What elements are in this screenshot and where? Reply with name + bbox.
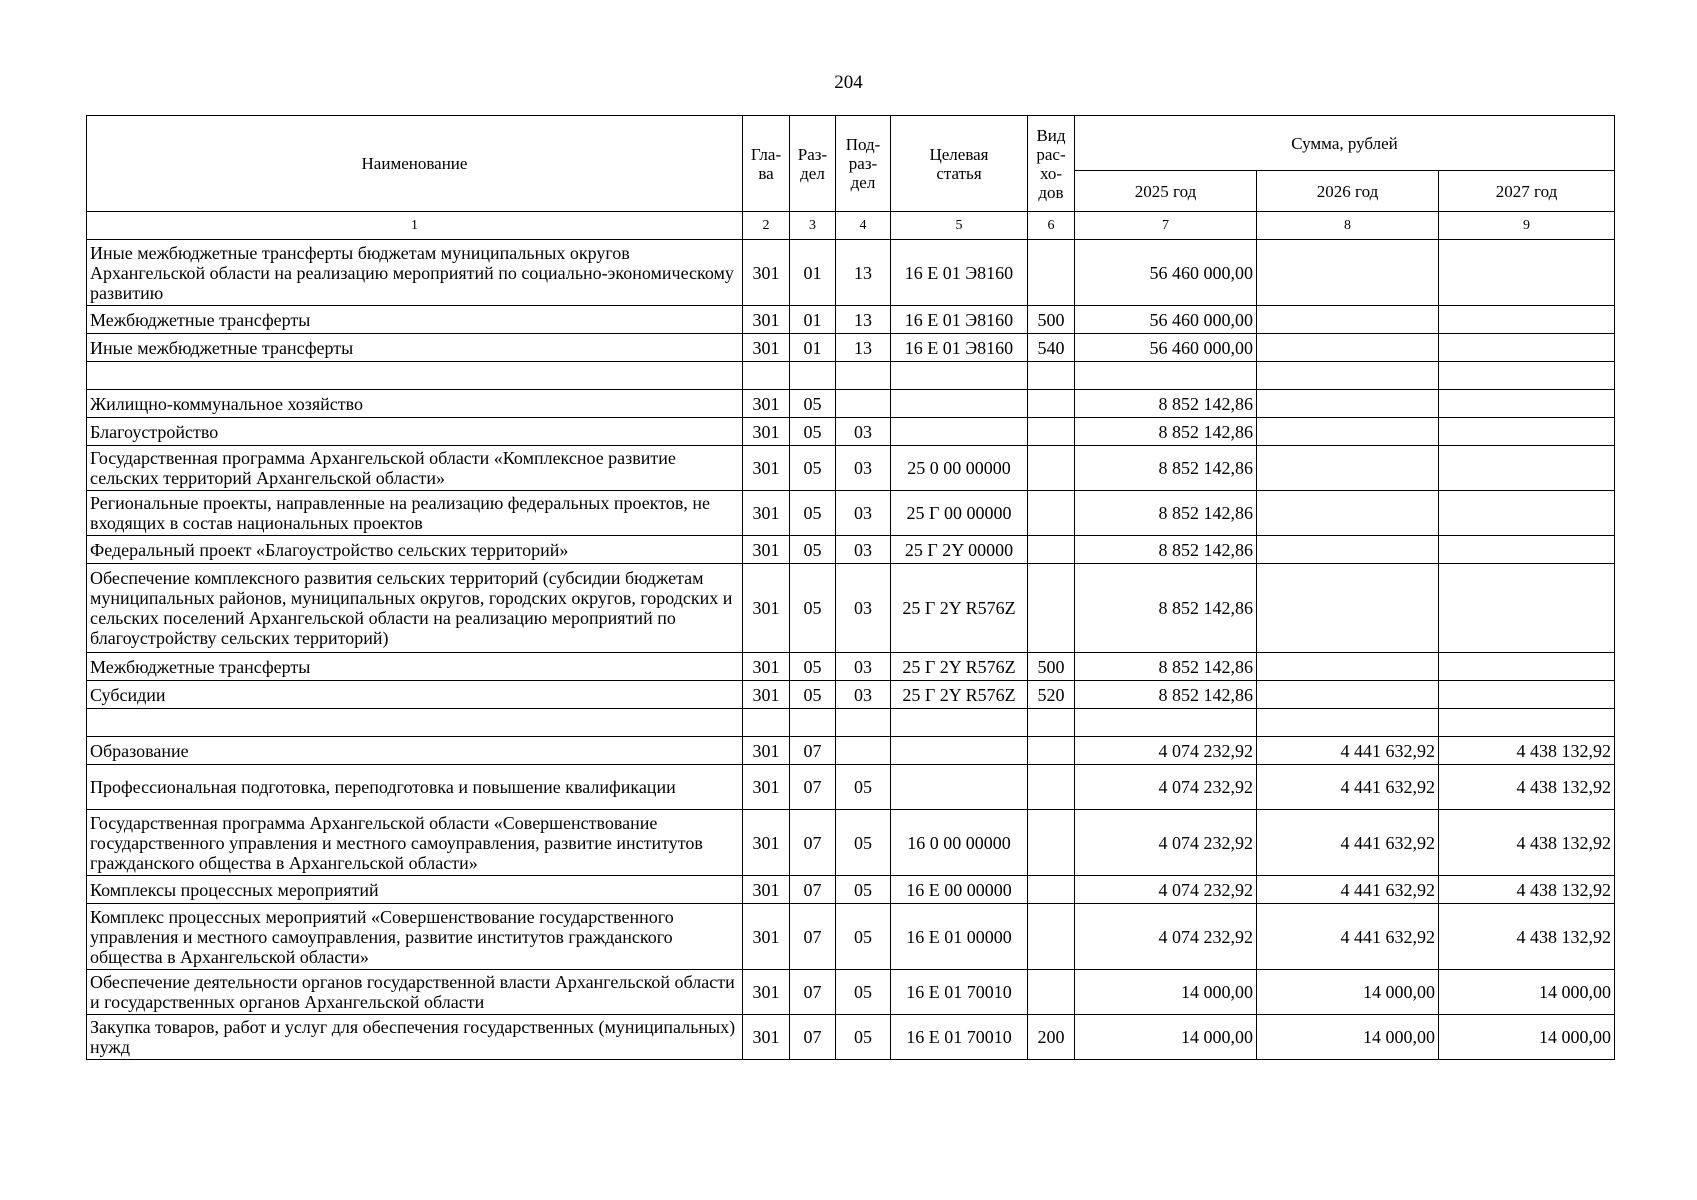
header-subsection: Под- раз- дел — [836, 116, 891, 212]
column-number: 4 — [836, 212, 891, 240]
row-amount-2027 — [1439, 362, 1615, 390]
row-name: Обеспечение комплексного развития сельских территорий (субсидии бюджетам муниципальных районов, муниципальных округов, городских округов, городских и сельских поселений Архангельской области на реализацию мероприятий по благоустройству сельских территорий) — [87, 564, 743, 653]
table-row — [87, 876, 1615, 904]
row-chapter: 301 — [743, 737, 790, 765]
row-section: 05 — [790, 564, 836, 653]
row-chapter: 301 — [743, 876, 790, 904]
row-amount-2026: 14 000,00 — [1257, 970, 1439, 1015]
row-section: 01 — [790, 240, 836, 306]
row-chapter: 301 — [743, 681, 790, 709]
row-expense-type: 540 — [1028, 334, 1075, 362]
row-expense-type: 500 — [1028, 653, 1075, 681]
row-amount-2027 — [1439, 681, 1615, 709]
row-amount-2025: 8 852 142,86 — [1075, 390, 1257, 418]
row-subsection: 03 — [836, 491, 891, 536]
row-amount-2025: 8 852 142,86 — [1075, 564, 1257, 653]
row-chapter: 301 — [743, 491, 790, 536]
row-target-article: 16 0 00 00000 — [891, 810, 1028, 876]
row-amount-2025: 4 074 232,92 — [1075, 810, 1257, 876]
row-name: Межбюджетные трансферты — [87, 306, 743, 334]
row-target-article: 16 Е 01 70010 — [891, 1015, 1028, 1060]
budget-table — [86, 115, 1615, 1060]
row-expense-type — [1028, 240, 1075, 306]
row-target-article: 25 Г 2Y R576Z — [891, 653, 1028, 681]
header-expense-type: Вид рас- хо- дов — [1028, 116, 1075, 212]
row-amount-2026: 4 441 632,92 — [1257, 765, 1439, 810]
row-expense-type — [1028, 904, 1075, 970]
row-name — [87, 362, 743, 390]
header-chapter: Гла- ва — [743, 116, 790, 212]
row-subsection: 03 — [836, 536, 891, 564]
table-row — [87, 810, 1615, 876]
row-section — [790, 709, 836, 737]
row-subsection: 03 — [836, 418, 891, 446]
row-amount-2027: 4 438 132,92 — [1439, 765, 1615, 810]
column-number: 1 — [87, 212, 743, 240]
row-chapter: 301 — [743, 564, 790, 653]
row-expense-type — [1028, 362, 1075, 390]
row-chapter: 301 — [743, 970, 790, 1015]
row-expense-type — [1028, 765, 1075, 810]
row-target-article: 16 Е 00 00000 — [891, 876, 1028, 904]
row-subsection — [836, 362, 891, 390]
row-section: 05 — [790, 536, 836, 564]
row-name: Государственная программа Архангельской области «Совершенствование государственного управления и местного самоуправления, развитие институтов гражданского общества в Архангельской области» — [87, 810, 743, 876]
row-amount-2026 — [1257, 390, 1439, 418]
table-body — [87, 240, 1615, 1060]
column-number: 2 — [743, 212, 790, 240]
row-section: 05 — [790, 446, 836, 491]
row-amount-2026 — [1257, 491, 1439, 536]
header-year-2027: 2027 год — [1439, 171, 1615, 212]
row-amount-2025: 8 852 142,86 — [1075, 653, 1257, 681]
row-target-article: 25 Г 2Y R576Z — [891, 564, 1028, 653]
header-section: Раз- дел — [790, 116, 836, 212]
header-sum: Сумма, рублей — [1075, 116, 1615, 171]
row-name: Комплексы процессных мероприятий — [87, 876, 743, 904]
row-chapter: 301 — [743, 240, 790, 306]
row-subsection: 13 — [836, 306, 891, 334]
row-section: 07 — [790, 876, 836, 904]
row-subsection: 05 — [836, 970, 891, 1015]
row-chapter: 301 — [743, 810, 790, 876]
row-expense-type: 500 — [1028, 306, 1075, 334]
row-name: Региональные проекты, направленные на реализацию федеральных проектов, не входящих в состав национальных проектов — [87, 491, 743, 536]
row-amount-2025: 56 460 000,00 — [1075, 334, 1257, 362]
row-name: Закупка товаров, работ и услуг для обеспечения государственных (муниципальных) нужд — [87, 1015, 743, 1060]
row-amount-2025: 4 074 232,92 — [1075, 737, 1257, 765]
row-target-article: 25 Г 2Y 00000 — [891, 536, 1028, 564]
row-name: Профессиональная подготовка, переподготовка и повышение квалификации — [87, 765, 743, 810]
row-subsection: 05 — [836, 876, 891, 904]
table-row-empty — [87, 709, 1615, 737]
row-amount-2025: 4 074 232,92 — [1075, 876, 1257, 904]
row-subsection: 03 — [836, 681, 891, 709]
row-name: Образование — [87, 737, 743, 765]
row-expense-type — [1028, 970, 1075, 1015]
row-section: 07 — [790, 737, 836, 765]
row-chapter — [743, 709, 790, 737]
row-expense-type — [1028, 446, 1075, 491]
row-amount-2027 — [1439, 653, 1615, 681]
row-amount-2027 — [1439, 709, 1615, 737]
row-subsection: 03 — [836, 653, 891, 681]
row-expense-type — [1028, 491, 1075, 536]
row-amount-2026 — [1257, 362, 1439, 390]
row-amount-2026 — [1257, 564, 1439, 653]
row-name: Обеспечение деятельности органов государственной власти Архангельской области и государственных органов Архангельской области — [87, 970, 743, 1015]
row-target-article: 16 Е 01 Э8160 — [891, 306, 1028, 334]
row-section — [790, 362, 836, 390]
row-subsection: 03 — [836, 564, 891, 653]
row-subsection: 03 — [836, 446, 891, 491]
row-expense-type — [1028, 390, 1075, 418]
table-row — [87, 904, 1615, 970]
row-section: 01 — [790, 306, 836, 334]
row-amount-2025: 14 000,00 — [1075, 970, 1257, 1015]
row-target-article: 25 Г 00 00000 — [891, 491, 1028, 536]
row-amount-2026 — [1257, 709, 1439, 737]
row-target-article — [891, 418, 1028, 446]
table-row — [87, 681, 1615, 709]
header-name: Наименование — [87, 116, 743, 212]
row-chapter: 301 — [743, 334, 790, 362]
row-expense-type: 520 — [1028, 681, 1075, 709]
row-amount-2027: 4 438 132,92 — [1439, 737, 1615, 765]
row-chapter: 301 — [743, 765, 790, 810]
row-expense-type — [1028, 709, 1075, 737]
row-amount-2025: 4 074 232,92 — [1075, 765, 1257, 810]
row-section: 01 — [790, 334, 836, 362]
row-target-article — [891, 390, 1028, 418]
row-name: Иные межбюджетные трансферты бюджетам муниципальных округов Архангельской области на реализацию мероприятий по социально-экономическому развитию — [87, 240, 743, 306]
column-numbers-row — [87, 212, 1615, 240]
row-name: Иные межбюджетные трансферты — [87, 334, 743, 362]
row-chapter: 301 — [743, 446, 790, 491]
row-amount-2026 — [1257, 681, 1439, 709]
row-section: 05 — [790, 681, 836, 709]
row-chapter: 301 — [743, 1015, 790, 1060]
row-target-article: 16 Е 01 Э8160 — [891, 334, 1028, 362]
row-name: Благоустройство — [87, 418, 743, 446]
column-number: 5 — [891, 212, 1028, 240]
table-header — [87, 116, 1615, 240]
row-chapter: 301 — [743, 418, 790, 446]
row-target-article: 25 0 00 00000 — [891, 446, 1028, 491]
row-subsection: 13 — [836, 240, 891, 306]
row-amount-2027 — [1439, 446, 1615, 491]
row-target-article: 16 Е 01 Э8160 — [891, 240, 1028, 306]
row-amount-2025: 8 852 142,86 — [1075, 446, 1257, 491]
row-section: 05 — [790, 390, 836, 418]
row-amount-2027: 4 438 132,92 — [1439, 876, 1615, 904]
row-subsection: 05 — [836, 810, 891, 876]
table-row — [87, 240, 1615, 306]
row-section: 07 — [790, 904, 836, 970]
row-target-article — [891, 709, 1028, 737]
row-expense-type — [1028, 810, 1075, 876]
row-amount-2025: 56 460 000,00 — [1075, 240, 1257, 306]
row-name: Субсидии — [87, 681, 743, 709]
row-subsection — [836, 709, 891, 737]
row-section: 07 — [790, 970, 836, 1015]
row-amount-2026 — [1257, 418, 1439, 446]
row-expense-type — [1028, 737, 1075, 765]
row-subsection: 13 — [836, 334, 891, 362]
row-target-article: 16 Е 01 00000 — [891, 904, 1028, 970]
row-amount-2026: 4 441 632,92 — [1257, 737, 1439, 765]
row-amount-2027 — [1439, 491, 1615, 536]
row-name: Межбюджетные трансферты — [87, 653, 743, 681]
table-row-empty — [87, 362, 1615, 390]
header-target-article: Целевая статья — [891, 116, 1028, 212]
row-amount-2026 — [1257, 446, 1439, 491]
row-amount-2026: 4 441 632,92 — [1257, 810, 1439, 876]
row-amount-2026: 4 441 632,92 — [1257, 904, 1439, 970]
table-row — [87, 446, 1615, 491]
row-amount-2025: 56 460 000,00 — [1075, 306, 1257, 334]
row-amount-2027 — [1439, 564, 1615, 653]
row-amount-2025 — [1075, 362, 1257, 390]
row-subsection: 05 — [836, 904, 891, 970]
column-number: 8 — [1257, 212, 1439, 240]
table-row — [87, 306, 1615, 334]
row-subsection: 05 — [836, 1015, 891, 1060]
header-year-2026: 2026 год — [1257, 171, 1439, 212]
page-number: 204 — [834, 72, 863, 93]
row-expense-type: 200 — [1028, 1015, 1075, 1060]
row-expense-type — [1028, 536, 1075, 564]
row-amount-2027 — [1439, 390, 1615, 418]
table-row — [87, 765, 1615, 810]
row-section: 05 — [790, 418, 836, 446]
row-section: 07 — [790, 765, 836, 810]
row-amount-2026 — [1257, 536, 1439, 564]
row-target-article: 16 Е 01 70010 — [891, 970, 1028, 1015]
row-amount-2027 — [1439, 334, 1615, 362]
row-chapter: 301 — [743, 536, 790, 564]
row-name: Жилищно-коммунальное хозяйство — [87, 390, 743, 418]
row-chapter: 301 — [743, 904, 790, 970]
column-number: 9 — [1439, 212, 1615, 240]
row-amount-2026 — [1257, 653, 1439, 681]
row-name: Государственная программа Архангельской области «Комплексное развитие сельских территорий Архангельской области» — [87, 446, 743, 491]
row-amount-2027: 14 000,00 — [1439, 1015, 1615, 1060]
row-name — [87, 709, 743, 737]
header-year-2025: 2025 год — [1075, 171, 1257, 212]
table-row — [87, 390, 1615, 418]
table-row — [87, 418, 1615, 446]
table-row — [87, 491, 1615, 536]
row-chapter: 301 — [743, 653, 790, 681]
table-row — [87, 564, 1615, 653]
row-amount-2027: 14 000,00 — [1439, 970, 1615, 1015]
row-amount-2025: 8 852 142,86 — [1075, 536, 1257, 564]
row-amount-2025: 8 852 142,86 — [1075, 418, 1257, 446]
row-subsection: 05 — [836, 765, 891, 810]
row-expense-type — [1028, 418, 1075, 446]
row-target-article: 25 Г 2Y R576Z — [891, 681, 1028, 709]
table-row — [87, 334, 1615, 362]
table-row — [87, 970, 1615, 1015]
row-amount-2025: 14 000,00 — [1075, 1015, 1257, 1060]
row-target-article — [891, 737, 1028, 765]
column-number: 7 — [1075, 212, 1257, 240]
row-section: 05 — [790, 491, 836, 536]
row-subsection — [836, 390, 891, 418]
row-amount-2027: 4 438 132,92 — [1439, 904, 1615, 970]
row-amount-2025: 4 074 232,92 — [1075, 904, 1257, 970]
column-number: 3 — [790, 212, 836, 240]
table-row — [87, 737, 1615, 765]
row-section: 05 — [790, 653, 836, 681]
row-chapter — [743, 362, 790, 390]
row-chapter: 301 — [743, 306, 790, 334]
row-name: Федеральный проект «Благоустройство сельских территорий» — [87, 536, 743, 564]
row-amount-2027 — [1439, 418, 1615, 446]
row-amount-2026 — [1257, 240, 1439, 306]
row-amount-2027 — [1439, 240, 1615, 306]
table-row — [87, 1015, 1615, 1060]
row-amount-2025: 8 852 142,86 — [1075, 681, 1257, 709]
row-subsection — [836, 737, 891, 765]
row-amount-2026: 4 441 632,92 — [1257, 876, 1439, 904]
row-chapter: 301 — [743, 390, 790, 418]
row-section: 07 — [790, 1015, 836, 1060]
row-amount-2026 — [1257, 306, 1439, 334]
row-expense-type — [1028, 876, 1075, 904]
row-target-article — [891, 765, 1028, 810]
column-number: 6 — [1028, 212, 1075, 240]
table-row — [87, 653, 1615, 681]
row-expense-type — [1028, 564, 1075, 653]
row-amount-2026 — [1257, 334, 1439, 362]
row-section: 07 — [790, 810, 836, 876]
row-amount-2025 — [1075, 709, 1257, 737]
row-target-article — [891, 362, 1028, 390]
row-amount-2025: 8 852 142,86 — [1075, 491, 1257, 536]
row-amount-2027 — [1439, 536, 1615, 564]
row-amount-2026: 14 000,00 — [1257, 1015, 1439, 1060]
row-amount-2027: 4 438 132,92 — [1439, 810, 1615, 876]
row-amount-2027 — [1439, 306, 1615, 334]
table-row — [87, 536, 1615, 564]
row-name: Комплекс процессных мероприятий «Совершенствование государственного управления и местного самоуправления, развитие институтов гражданского общества в Архангельской области» — [87, 904, 743, 970]
